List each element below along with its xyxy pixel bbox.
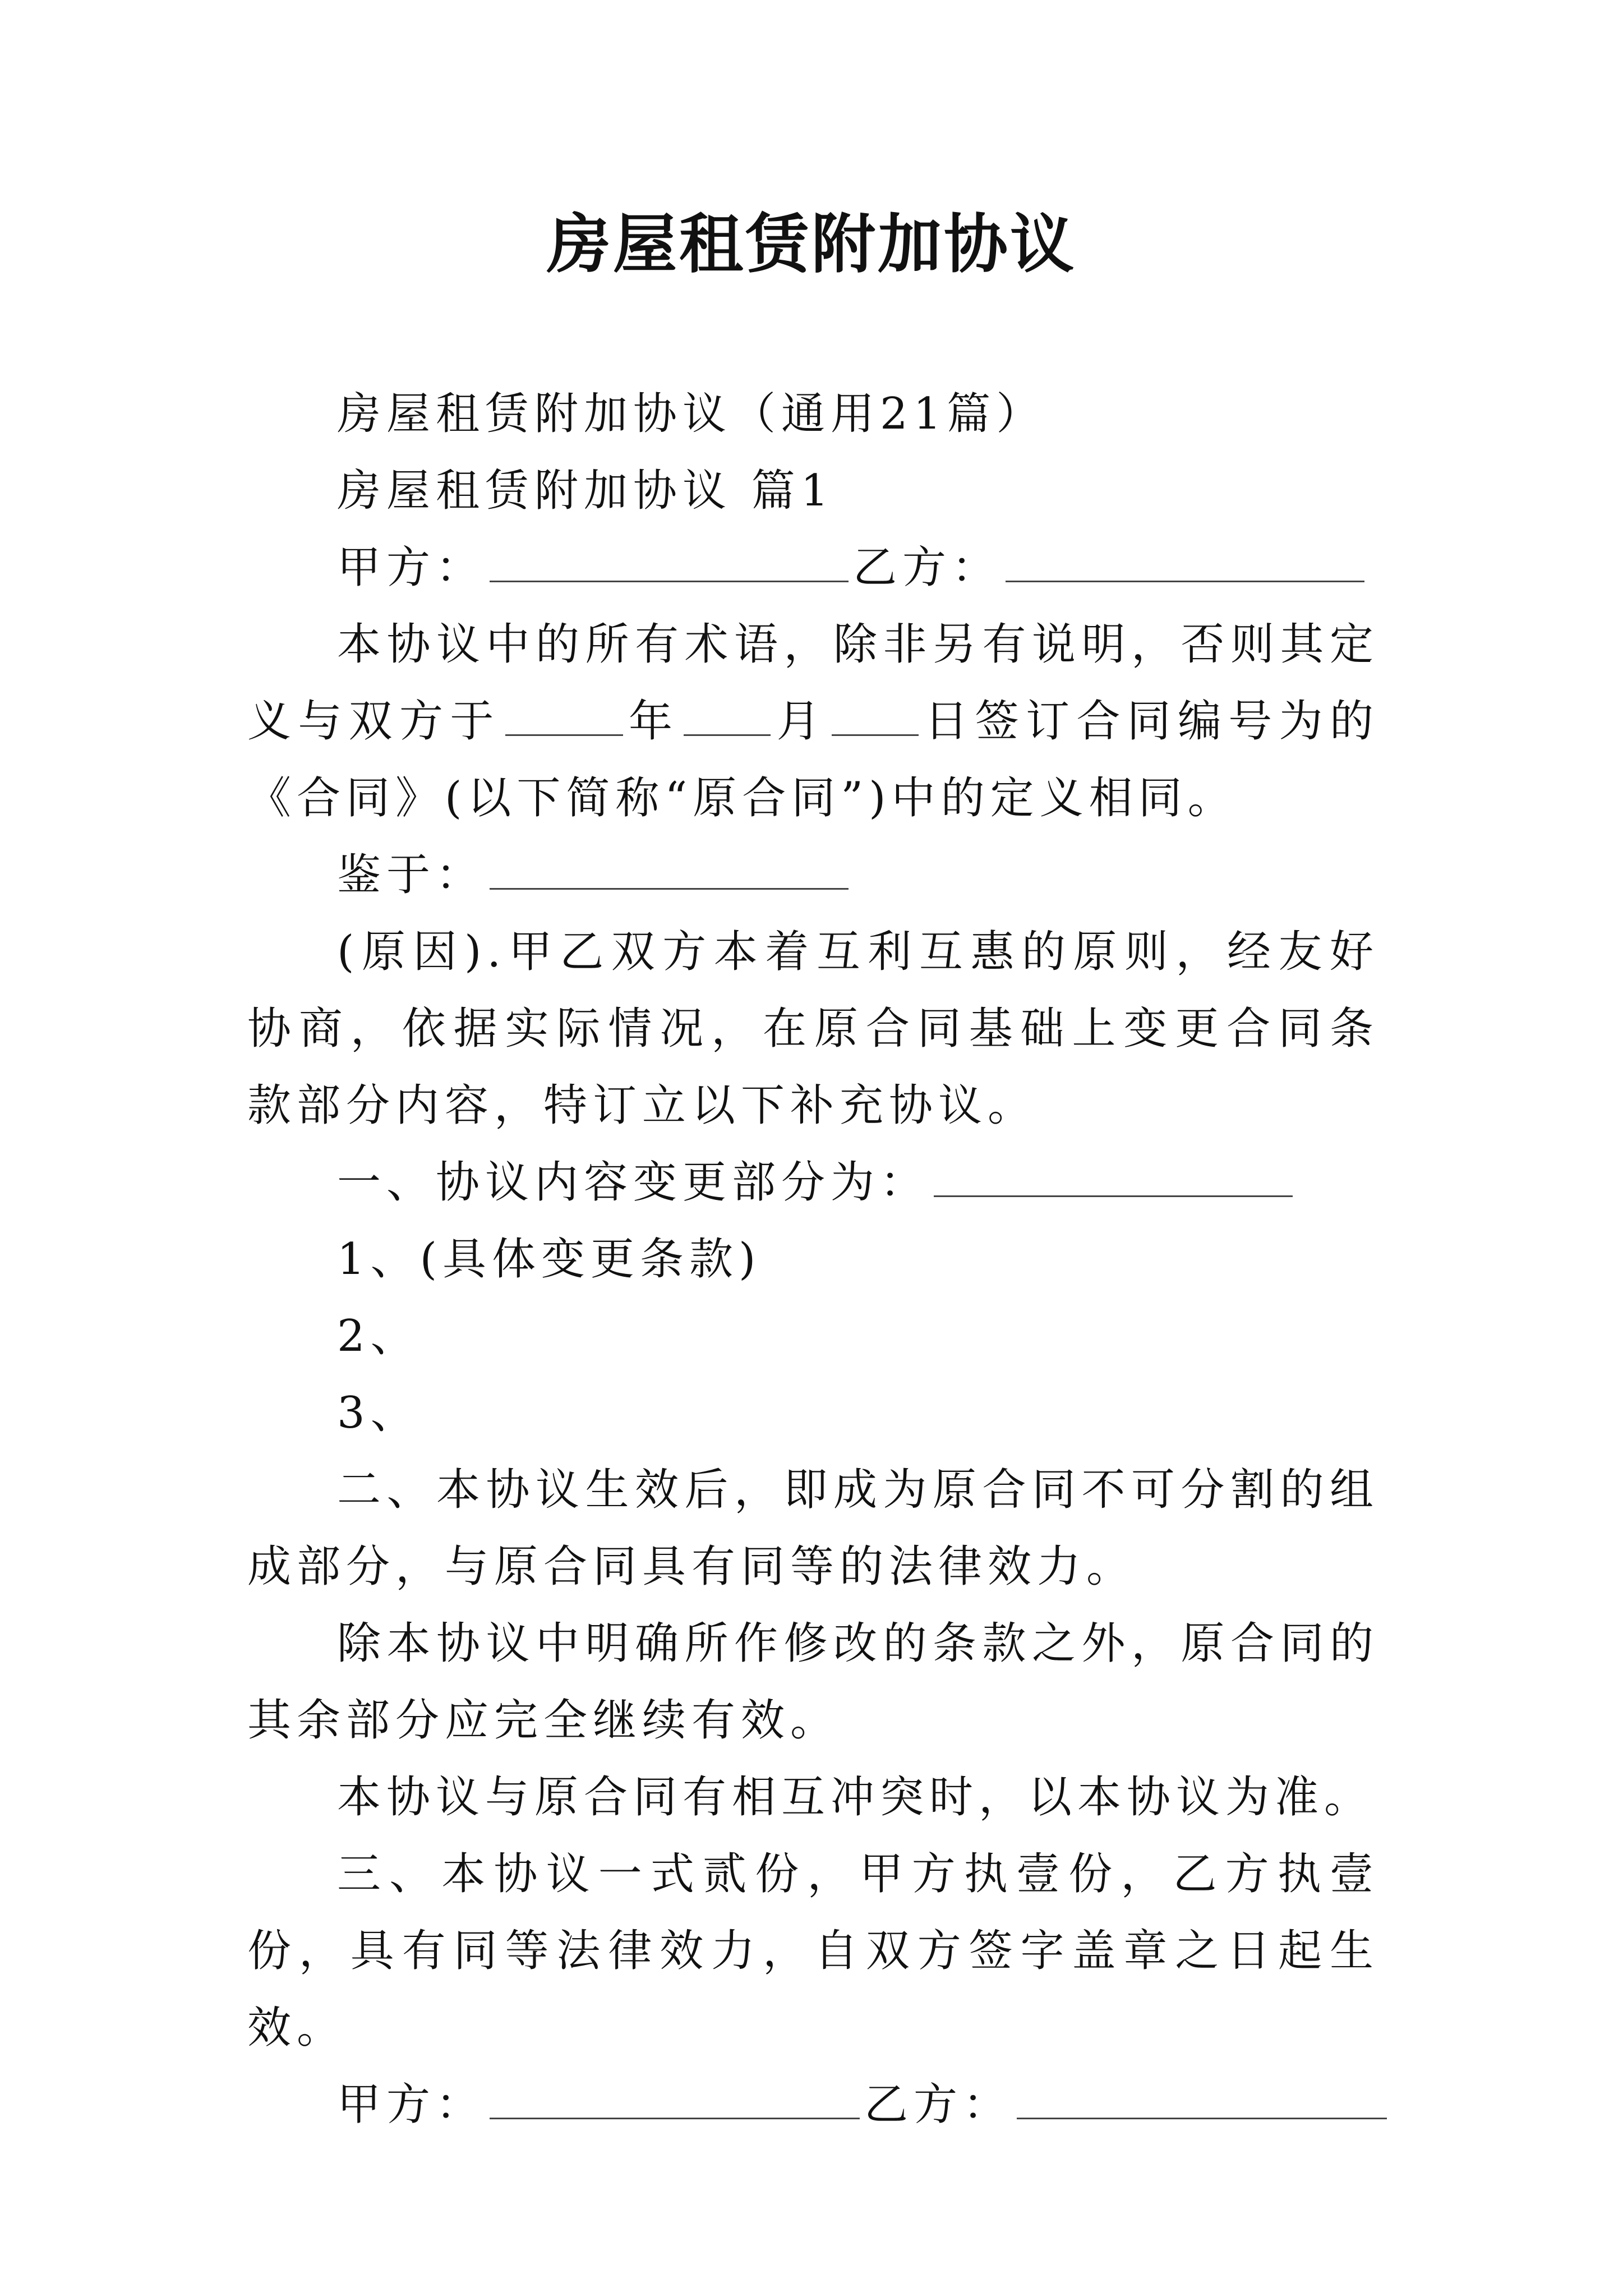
clause-2-remaining: 除本协议中明确所作修改的条款之外，原合同的其余部分应完全继续有效。 [247, 1618, 1379, 1746]
change-heading-line [247, 1144, 1379, 1221]
sign-party-b-label: 乙方： [864, 2079, 1013, 2130]
change-item-3: 3、 [337, 1388, 420, 1438]
reason-paragraph: (原因).甲乙双方本着互利互惠的原则，经友好协商，依据实际情况，在原合同基础上变更合同条款部分内容，特订立以下补充协议。 [247, 927, 1379, 1131]
signature-line [247, 2067, 1379, 2143]
year-blank[interactable] [505, 695, 623, 736]
party-line [247, 530, 1379, 606]
whereas-label: 鉴于： [337, 850, 486, 900]
party-b-label: 乙方： [853, 542, 1002, 593]
whereas-blank[interactable] [490, 849, 849, 890]
section-heading: 房屋租赁附加协议 篇1 [337, 466, 834, 516]
clause-3: 三、本协议一式贰份，甲方执壹份，乙方执壹份，具有同等法律效力，自双方签字盖章之日起生效。 [247, 1849, 1379, 2053]
document-title: 房屋租赁附加协议 [546, 206, 1076, 282]
year-label: 年 [627, 696, 680, 747]
party-a-label: 甲方： [337, 542, 486, 593]
terms-paragraph [247, 606, 1379, 837]
party-a-blank[interactable] [490, 541, 849, 582]
sign-party-a-label: 甲方： [337, 2079, 486, 2130]
change-item-1: 1、(具体变更条款) [337, 1234, 762, 1285]
terms-text-before: 本协议中的所有术语，除非另有说明，否则其定义与双方于 [247, 619, 1379, 747]
whereas-line [247, 837, 1379, 914]
document-subtitle: 房屋租赁附加协议（通用21篇） [337, 389, 1046, 439]
sign-party-a-blank[interactable] [490, 2078, 860, 2119]
clause-2: 二、本协议生效后，即成为原合同不可分割的组成部分，与原合同具有同等的法律效力。 [247, 1465, 1379, 1592]
month-blank[interactable] [684, 695, 771, 736]
change-blank[interactable] [934, 1156, 1293, 1197]
day-blank[interactable] [832, 695, 919, 736]
party-b-blank[interactable] [1006, 541, 1364, 582]
terms-text-after: 日签订合同编号为的《合同》(以下简称“原合同”)中的定义相同。 [247, 696, 1379, 823]
clause-2-conflict: 本协议与原合同有相互冲突时，以本协议为准。 [337, 1772, 1374, 1823]
sign-party-b-blank[interactable] [1017, 2078, 1387, 2119]
change-item-2: 2、 [337, 1311, 420, 1361]
month-label: 月 [775, 696, 827, 747]
change-heading: 一、协议内容变更部分为： [337, 1157, 930, 1208]
document-body [247, 376, 1379, 2143]
